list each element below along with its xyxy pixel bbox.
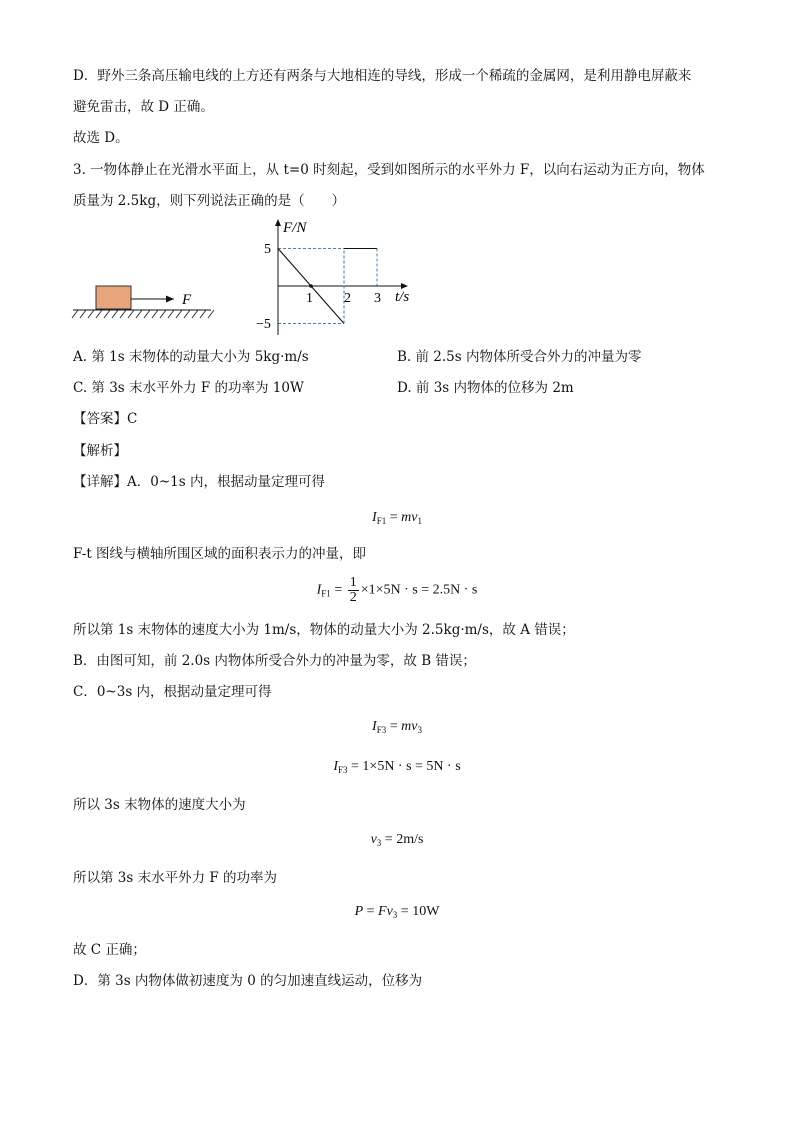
force-arrowhead xyxy=(166,296,174,303)
eq5-rest: 2m/s xyxy=(396,832,424,847)
fraction-one-half xyxy=(348,576,359,605)
x-tick-label-2: 2 xyxy=(344,291,351,306)
eq1-subscript: F1 xyxy=(376,516,387,526)
eq2-equals: = xyxy=(334,582,343,598)
eq2-symbol-i: I xyxy=(316,582,322,598)
eq5-equals: = xyxy=(384,832,393,847)
eq4-rest: 1×5N · s = 5N · s xyxy=(362,759,461,774)
eq4-subscript: F3 xyxy=(338,765,348,775)
eq2-rest: ×1×5N · s = 2.5N · s xyxy=(360,582,478,598)
option-d: D. 前 3s 内物体的位移为 2m xyxy=(397,380,574,396)
eq3-v-subscript: 3 xyxy=(417,725,422,735)
power-text: 所以第 3s 末水平外力 F 的功率为 xyxy=(73,870,278,886)
question-3-line-2: 质量为 2.5kg，则下列说法正确的是（ ） xyxy=(73,193,346,209)
y-axis-label: F/N xyxy=(283,220,307,236)
detail-d-line: D．第 3s 内物体做初速度为 0 的匀加速直线运动，位移为 xyxy=(73,973,423,989)
eq5-subscript: 3 xyxy=(376,838,382,848)
option-a: A. 第 1s 末物体的动量大小为 5kg·m/s xyxy=(73,349,309,365)
x-axis-label: t/s xyxy=(395,289,410,305)
detail-a-conclusion: 所以第 1s 末物体的速度大小为 1m/s，物体的动量大小为 2.5kg·m/s，故 A 错误； xyxy=(73,622,575,638)
force-label: F xyxy=(182,292,192,308)
fraction-denominator: 2 xyxy=(349,590,357,605)
fraction-numerator: 1 xyxy=(349,575,357,590)
equation-impulse-momentum-3 xyxy=(0,716,794,741)
eq6-rest: 10W xyxy=(412,904,440,919)
block xyxy=(96,286,131,309)
y-tick-label-5: 5 xyxy=(264,242,271,257)
detail-c-intro: C．0~3s 内，根据动量定理可得 xyxy=(73,684,272,700)
detail-b-line: B．由图可知，前 2.0s 内物体所受合外力的冲量为零，故 B 错误； xyxy=(73,653,476,669)
eq4-equals: = xyxy=(351,759,359,774)
block-on-surface-figure xyxy=(70,280,220,325)
speed-text: 所以 3s 末物体的速度大小为 xyxy=(73,797,246,813)
eq3-symbol-i: I xyxy=(372,719,377,734)
option-d-explanation-line-2: 避免雷击，故 D 正确。 xyxy=(73,99,214,115)
eq2-subscript: F1 xyxy=(321,588,331,599)
answer-line: 【答案】C xyxy=(73,411,138,427)
equation-impulse-momentum-1 xyxy=(0,507,794,532)
eq4-symbol-i: I xyxy=(333,759,338,774)
x-tick-label-1: 1 xyxy=(306,291,313,306)
eq3-subscript: F3 xyxy=(376,725,387,735)
ft-area-text: F-t 图线与横轴所围区域的面积表示力的冲量，即 xyxy=(73,546,367,562)
x-tick-label-3: 3 xyxy=(374,291,381,306)
detail-a-intro: 【详解】A．0~1s 内，根据动量定理可得 xyxy=(73,474,325,490)
y-axis-arrowhead xyxy=(275,219,281,226)
equation-impulse-value-3 xyxy=(0,756,794,781)
option-b: B. 前 2.5s 内物体所受合外力的冲量为零 xyxy=(397,349,642,365)
zero-crossing-point xyxy=(309,284,313,288)
choose-statement: 故选 D。 xyxy=(73,130,129,146)
eq1-symbol-i: I xyxy=(372,510,377,525)
eq6-subscript: 3 xyxy=(392,910,398,920)
equation-power xyxy=(0,901,794,926)
eq1-v-subscript: 1 xyxy=(417,516,422,526)
eq6-fv: Fv xyxy=(378,904,393,919)
equation-speed xyxy=(0,829,794,854)
analysis-heading: 【解析】 xyxy=(73,443,127,459)
ground-hatching xyxy=(72,310,214,318)
option-c: C. 第 3s 末水平外力 F 的功率为 10W xyxy=(73,380,304,396)
question-3-line-1: 3. 一物体静止在光滑水平面上，从 t=0 时刻起，受到如图所示的水平外力 F，以向右运动为正方向，物体 xyxy=(73,162,705,178)
detail-c-conclusion: 故 C 正确； xyxy=(73,942,146,958)
equation-impulse-area xyxy=(0,576,794,605)
eq1-mv: mv xyxy=(401,510,418,525)
eq6-equals-1: = xyxy=(366,904,375,919)
force-time-chart xyxy=(250,213,425,343)
eq6-p: P xyxy=(354,904,364,919)
eq1-equals: = xyxy=(389,510,398,525)
eq3-mv: mv xyxy=(401,719,418,734)
series-segment xyxy=(278,249,311,287)
option-d-explanation-line-1: D．野外三条高压输电线的上方还有两条与大地相连的导线，形成一个稀疏的金属网，是利用静电屏蔽来 xyxy=(73,68,692,84)
series-segment xyxy=(311,286,344,324)
eq6-equals-2: = xyxy=(400,904,409,919)
eq5-v: v xyxy=(370,832,377,847)
eq3-equals: = xyxy=(389,719,398,734)
y-tick-label-minus-5: −5 xyxy=(256,317,271,332)
